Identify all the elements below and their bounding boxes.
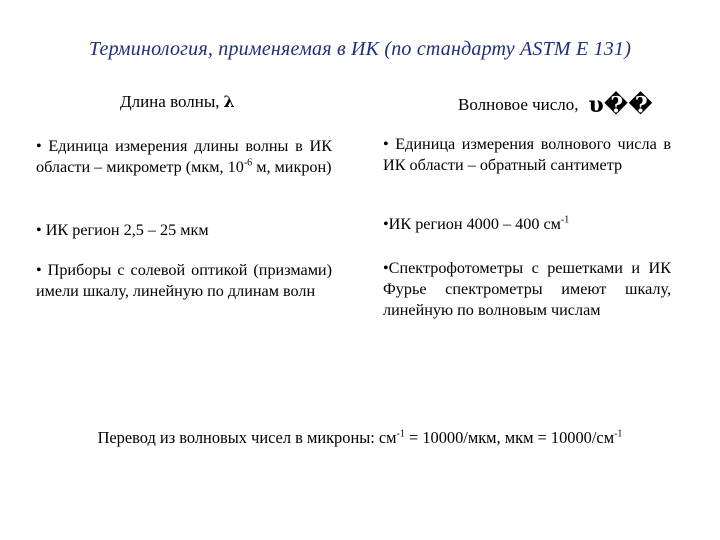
wavelength-label: Длина волны, bbox=[120, 92, 220, 111]
conversion-note: Перевод из волновых чисел в микроны: $см^{-1} = 10000/мкм$, мкм = $10000/см^{-1}$ bbox=[97, 428, 623, 447]
row-3-right: •Спектрофотометры с решетками и ИК Фурье спектрометры имеют шкалу, линейную по волновым числам bbox=[383, 259, 671, 319]
wavelength-header bbox=[120, 92, 235, 112]
lambda-symbol: λ bbox=[223, 92, 235, 111]
row-3-left: • Приборы с солевой оптикой (призмами) имели шкалу, линейную по длинам волн bbox=[36, 261, 332, 300]
page-title: Терминология, применяемая в ИК (по стандарту ASTM E 131) bbox=[88, 38, 632, 60]
wavenumber-header bbox=[458, 92, 653, 118]
nu-symbol: υ�� bbox=[588, 92, 653, 118]
row-2-right: •ИК регион 4000 – 400 $см^{-1}$ bbox=[383, 214, 570, 233]
row-1-left: • Единица измерения длины волны в ИК области – микрометр (мкм, $10^{-6}$ м, микрон) bbox=[36, 137, 332, 176]
row-2-left: • ИК регион 2,5 – 25 мкм bbox=[36, 221, 209, 239]
row-1-right: • Единица измерения волнового числа в ИК области – обратный сантиметр bbox=[383, 135, 671, 174]
wavenumber-label: Волновое число, bbox=[458, 95, 579, 114]
